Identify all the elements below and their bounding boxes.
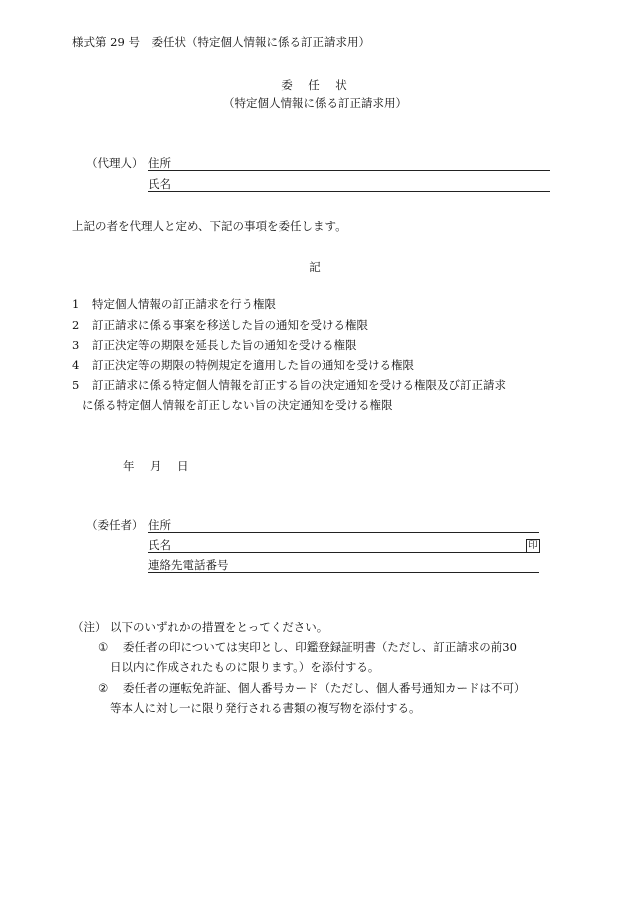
item-number: 3: [72, 338, 80, 352]
document-title: 委 任 状: [281, 78, 349, 92]
note-marker: ①: [98, 640, 109, 654]
agent-address-field[interactable]: [148, 170, 550, 171]
agent-name-field[interactable]: [148, 191, 550, 192]
agent-name-label: 氏名: [148, 177, 171, 191]
item-number: 1: [72, 297, 80, 311]
document-subtitle: （特定個人情報に係る訂正請求用）: [223, 96, 407, 110]
intro-text: 上記の者を代理人と定め、下記の事項を委任します。: [72, 219, 347, 233]
principal-address-label: 住所: [148, 518, 171, 532]
item-text: 訂正決定等の期限の特例規定を適用した旨の通知を受ける権限: [92, 358, 414, 372]
principal-phone-label: 連絡先電話番号: [148, 558, 229, 572]
note-text: 委任者の運転免許証、個人番号カード（ただし、個人番号通知カードは不可）: [123, 681, 526, 695]
item-text: 訂正決定等の期限を延長した旨の通知を受ける権限: [92, 338, 357, 352]
principal-name-field[interactable]: [148, 552, 539, 553]
note-text-continuation: 等本人に対し一に限り発行される書類の複写物を添付する。: [110, 701, 421, 715]
agent-address-label: 住所: [148, 156, 171, 170]
principal-phone-field[interactable]: [148, 572, 539, 573]
note-marker: ②: [98, 681, 109, 695]
seal-mark: 印: [526, 539, 540, 553]
ki-heading: 記: [309, 260, 321, 274]
item-text: 特定個人情報の訂正請求を行う権限: [92, 297, 276, 311]
notes-label: （注）: [72, 620, 107, 634]
item-number: 4: [72, 358, 80, 372]
note-text-continuation: 日以内に作成されたものに限ります。）を添付する。: [110, 660, 380, 674]
principal-address-field[interactable]: [148, 532, 539, 533]
item-text: 訂正請求に係る事案を移送した旨の通知を受ける権限: [92, 318, 368, 332]
item-number: 2: [72, 318, 80, 332]
principal-name-label: 氏名: [148, 538, 171, 552]
form-header: 様式第 29 号 委任状（特定個人情報に係る訂正請求用）: [72, 35, 370, 49]
item-text: 訂正請求に係る特定個人情報を訂正する旨の決定通知を受ける権限及び訂正請求: [92, 378, 506, 392]
notes-lead: 以下のいずれかの措置をとってください。: [110, 620, 329, 634]
principal-role-label: （委任者）: [86, 518, 144, 532]
item-number: 5: [72, 378, 80, 392]
item-text-continuation: に係る特定個人情報を訂正しない旨の決定通知を受ける権限: [82, 398, 393, 412]
date-label: 年 月 日: [123, 459, 191, 473]
note-text: 委任者の印については実印とし、印鑑登録証明書（ただし、訂正請求の前30: [123, 640, 517, 654]
agent-role-label: （代理人）: [86, 156, 144, 170]
